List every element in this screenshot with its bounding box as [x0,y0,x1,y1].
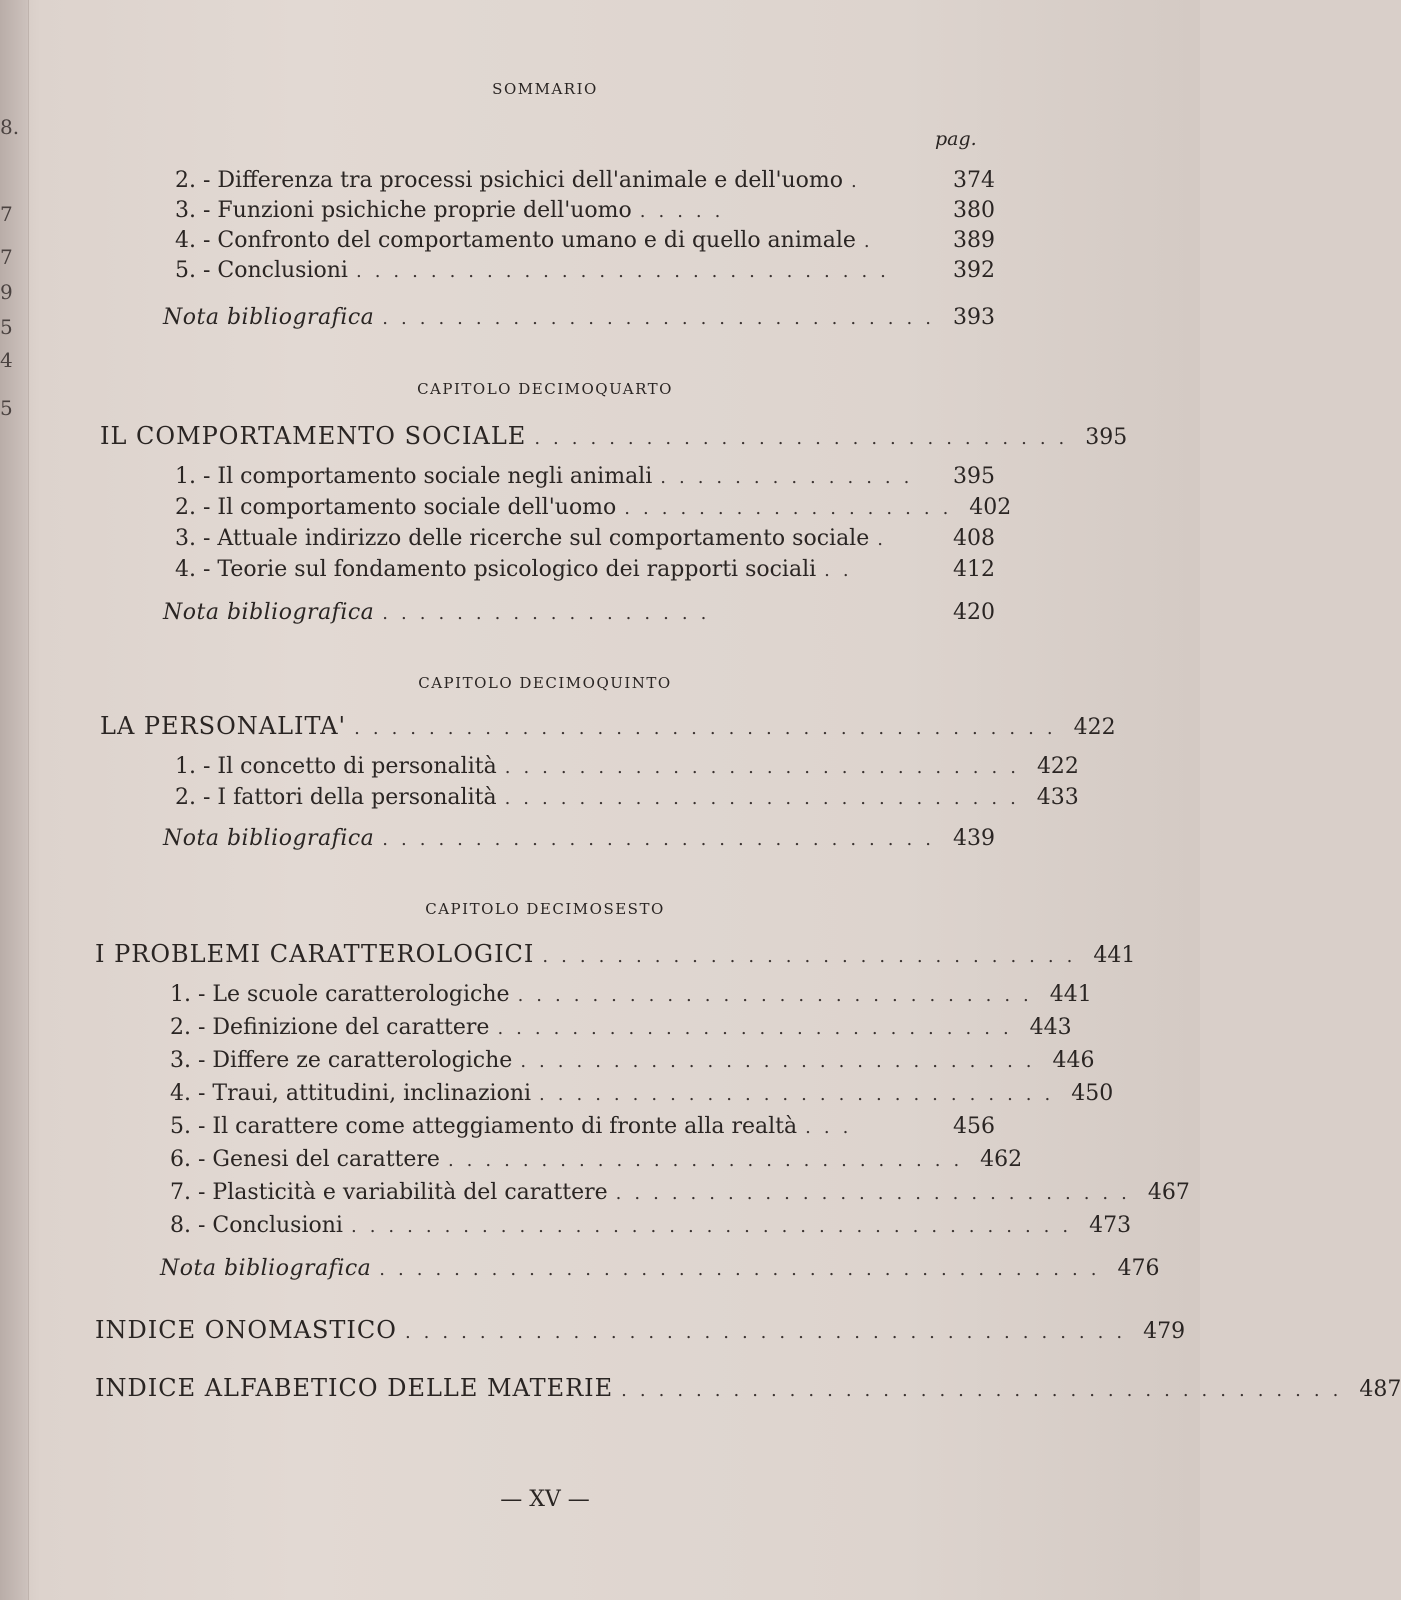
toc-entry-label: 1. - Le scuole caratterologiche [170,982,510,1007]
toc-page-number: 439 [953,826,995,851]
margin-fragment: 4 [0,348,13,372]
leader-dots: ............................ [520,1051,1045,1072]
toc-entry-label: 2. - I fattori della personalità [175,785,497,810]
toc-page-number: 487 [1359,1377,1401,1402]
toc-page-number: 412 [953,557,995,582]
toc-entry [175,557,995,587]
running-head: SOMMARIO [492,80,598,98]
toc-page-number: 420 [953,600,995,625]
toc-entry-label: 6. - Genesi del carattere [170,1147,440,1172]
chapter-title: I PROBLEMI CARATTEROLOGICI [95,940,535,968]
chapter-heading: CAPITOLO DECIMOQUINTO [418,674,672,692]
toc-entry-label: 3. - Funzioni psichiche proprie dell'uomo [175,198,632,223]
toc-entry [175,754,1079,784]
chapter-title: LA PERSONALITA' [100,712,347,740]
leader-dots: ....................................... [350,1216,1082,1237]
toc-page-number: 395 [953,464,995,489]
toc-page-number: 479 [1143,1319,1186,1344]
leader-dots: ............................ [517,985,1042,1006]
toc-entry [175,526,995,556]
leader-dots: .................. [382,603,720,624]
toc-entry [175,258,995,288]
margin-fragment: 5 [0,315,13,339]
toc-page-number: 446 [1052,1048,1095,1073]
leader-dots: ............................. [542,946,1086,967]
leader-dots: . [877,529,896,550]
toc-page-number: 402 [969,495,1012,520]
leader-dots: ............................ [504,757,1029,778]
toc-entry-label: 2. - Il comportamento sociale dell'uomo [175,495,617,520]
toc-page-number: 395 [1085,425,1128,450]
leader-dots: ............................ [447,1150,973,1171]
leader-dots: . [851,171,870,192]
margin-fragment: 8. [0,115,20,139]
margin-fragment: 7 [0,202,13,226]
toc-entry-label: 2. - Differenza tra processi psichici dell'animale e dell'uomo [175,168,844,193]
leader-dots: ..... [639,201,734,222]
toc-entry [175,785,1079,815]
toc-page-number: 456 [953,1114,995,1139]
toc-entry [170,1081,1114,1111]
toc-entry-label: 4. - Traui, attitudini, inclinazioni [170,1081,532,1106]
toc-entry-label: 8. - Conclusioni [170,1213,343,1238]
toc-page-number: 422 [1036,754,1079,779]
toc-entry-label: 2. - Definizione del carattere [170,1015,490,1040]
toc-page-number: 422 [1073,715,1116,740]
leader-dots: ............................ [539,1084,1064,1105]
toc-entry [170,1147,1023,1177]
toc-entry-label: 1. - Il comportamento sociale negli animali [175,464,653,489]
index-entry [95,1374,1401,1404]
toc-entry [170,1114,995,1144]
leader-dots: ............................. [534,428,1078,449]
toc-page-number: 450 [1071,1081,1114,1106]
leader-dots: ............................ [497,1018,1022,1039]
toc-page-number: 467 [1147,1180,1190,1205]
toc-page-number: 473 [1089,1213,1132,1238]
toc-page-number: 462 [980,1147,1023,1172]
margin-fragment: 7 [0,245,13,269]
toc-entry [170,1213,1132,1243]
toc-note-label: Nota bibliografica [163,305,375,330]
index-entry [95,1316,1186,1346]
leader-dots: ............................ [615,1183,1140,1204]
leader-dots: ...................................... [354,718,1066,739]
leader-dots: . [863,231,883,252]
toc-entry [170,1015,1072,1045]
leader-dots: ... [805,1117,862,1138]
toc-entry [175,198,995,228]
margin-fragment: 5 [0,396,13,420]
chapter-title: IL COMPORTAMENTO SOCIALE [100,422,527,450]
toc-note-entry [163,305,995,335]
leader-dots: ....................................... [404,1322,1136,1343]
toc-entry-label: 4. - Confronto del comportamento umano e di quello animale [175,228,856,253]
toc-page-number: 443 [1029,1015,1072,1040]
toc-note-label: Nota bibliografica [163,600,375,625]
leader-dots: ....................................... [379,1259,1110,1280]
index-title: INDICE ALFABETICO DELLE MATERIE [95,1374,614,1402]
toc-entry-label: 4. - Teorie sul fondamento psicologico dei rapporti sociali [175,557,817,582]
toc-page-number: 392 [953,258,995,283]
chapter-title-row [100,422,1128,452]
toc-entry-label: 5. - Conclusioni [175,258,348,283]
toc-page-number: 374 [953,168,995,193]
toc-entry [170,1048,1095,1078]
leader-dots: .............................. [382,308,944,329]
previous-page-edge [0,0,29,1600]
toc-page-number: 389 [953,228,995,253]
chapter-title-row [100,712,1116,742]
toc-note-label: Nota bibliografica [160,1256,372,1281]
toc-entry-label: 3. - Attuale indirizzo delle ricerche sul comportamento sociale [175,526,870,551]
leader-dots: ....................................... [621,1380,1352,1401]
chapter-title-row [95,940,1136,970]
toc-entry [175,464,995,494]
page-column-label: pag. [935,128,977,150]
toc-note-entry [160,1256,1160,1286]
toc-entry-label: 3. - Differe ze caratterologiche [170,1048,513,1073]
toc-page-number: 476 [1117,1256,1160,1281]
leader-dots: ............................. [355,261,899,282]
index-title: INDICE ONOMASTICO [95,1316,397,1344]
toc-entry [175,168,995,198]
toc-note-entry [163,600,995,630]
toc-page-number: 441 [1049,982,1092,1007]
toc-page-number: 408 [953,526,995,551]
toc-page-number: 393 [953,305,995,330]
toc-page-number: 441 [1093,943,1136,968]
page-folio: — XV — [500,1487,590,1512]
toc-entry-label: 7. - Plasticità e variabilità del carattere [170,1180,608,1205]
toc-page-number: 380 [953,198,995,223]
leader-dots: .............. [660,467,923,488]
leader-dots: .. [824,560,862,581]
leader-dots: ............................ [504,788,1029,809]
leader-dots: .................. [624,498,962,519]
toc-entry [170,982,1092,1012]
toc-note-label: Nota bibliografica [163,826,375,851]
toc-entry [175,228,995,258]
chapter-heading: CAPITOLO DECIMOSESTO [425,900,665,918]
chapter-heading: CAPITOLO DECIMOQUARTO [417,380,673,398]
toc-entry [170,1180,1190,1210]
toc-page-number: 433 [1036,785,1079,810]
toc-entry-label: 5. - Il carattere come atteggiamento di fronte alla realtà [170,1114,798,1139]
toc-note-entry [163,826,995,856]
margin-fragment: 9 [0,280,13,304]
leader-dots: .............................. [382,829,944,850]
toc-entry [175,495,1012,525]
toc-entry-label: 1. - Il concetto di personalità [175,754,497,779]
